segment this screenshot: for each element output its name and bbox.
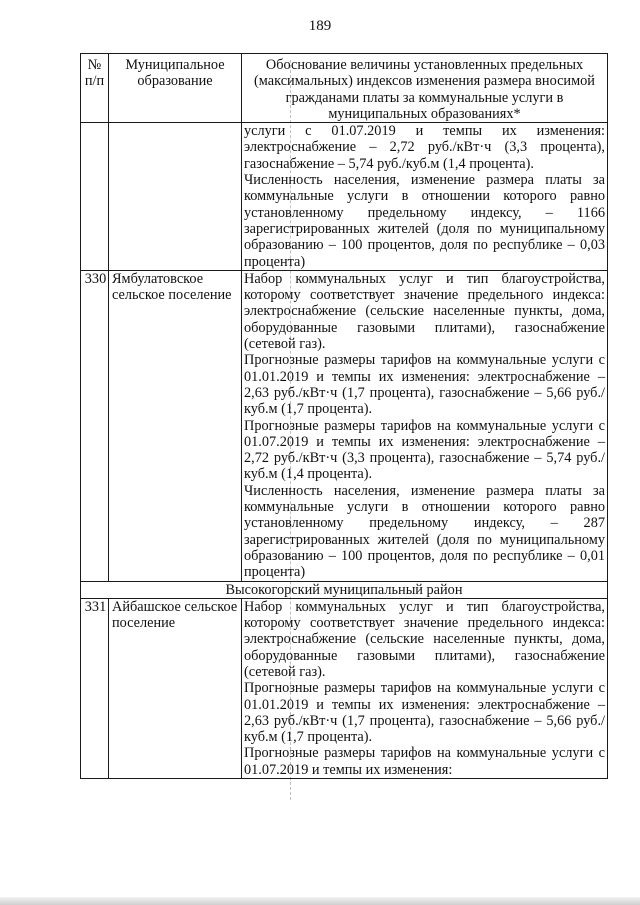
row-justification [242,123,608,271]
table-header-row [81,54,608,123]
justification-paragraph: Численность населения, изменение размера платы за коммунальные услуги в отношении которого равно установленному предельному индексу, – 1166 зарегистрированных жителей (доля по муниципальному образованию – 100 процентов, доля по республике – 0,03 процента) [244,172,605,270]
table-row [81,123,608,271]
header-municipality: Муниципальное образование [109,54,242,123]
row-municipality [109,123,242,271]
header-num: № п/п [81,54,109,123]
justification-paragraph: Набор коммунальных услуг и тип благоустройства, которому соответствует значение предельного индекса: электроснабжение (сельские населенные пункты, дома, оборудованные газовыми плитами), газоснабжение (сетевой газ). [244,270,605,353]
tariff-justification-table [80,53,608,779]
justification-paragraph: Прогнозные размеры тарифов на коммунальные услуги с 01.07.2019 и темпы их изменения: [244,745,605,778]
row-municipality: Айбашское сельское поселение [109,598,242,778]
row-num [81,123,109,271]
header-justification: Обоснование величины установленных предельных (максимальных) индексов изменения размера вносимой гражданами платы за коммунальные услуги в муниципальных образованиях* [242,54,608,123]
district-heading: Высокогорский муниципальный район [81,581,608,598]
justification-paragraph: Прогнозные размеры тарифов на коммунальные услуги с 01.01.2019 и темпы их изменения: электроснабжение – 2,63 руб./кВт·ч (1,7 процента), газоснабжение – 5,66 руб./куб.м (1,7 процента). [244,680,605,746]
row-justification [242,270,608,581]
justification-paragraph: Прогнозные размеры тарифов на коммунальные услуги с 01.01.2019 и темпы их изменения: электроснабжение – 2,63 руб./кВт·ч (1,7 процента), газоснабжение – 5,66 руб./куб.м (1,7 процента). [244,352,605,418]
table-row [81,270,608,581]
scan-fold-line [290,60,292,800]
row-num: 331 [81,598,109,778]
row-num: 330 [81,270,109,581]
scan-bottom-edge [0,897,640,905]
row-municipality: Ямбулатовское сельское поселение [109,270,242,581]
justification-paragraph: Набор коммунальных услуг и тип благоустройства, которому соответствует значение предельного индекса: электроснабжение (сельские населенные пункты, дома, оборудованные газовыми плитами), газоснабжение (сетевой газ). [244,598,605,680]
page-number: 189 [308,18,332,34]
district-row [81,581,608,598]
justification-paragraph: Прогнозные размеры тарифов на коммунальные услуги с 01.07.2019 и темпы их изменения: электроснабжение – 2,72 руб./кВт·ч (3,3 процента), газоснабжение – 5,74 руб./куб.м (1,4 процента). [244,417,605,483]
row-justification [242,598,608,778]
justification-paragraph: услуги с 01.07.2019 и темпы их изменения: электроснабжение – 2,72 руб./кВт·ч (3,3 процента), газоснабжение – 5,74 руб./куб.м (1,4 процента). [244,123,605,172]
justification-paragraph: Численность населения, изменение размера платы за коммунальные услуги в отношении которого равно установленному предельному индексу, – 287 зарегистрированных жителей (доля по муниципальному образованию – 100 процентов, доля по республике – 0,01 процента) [244,482,605,581]
table-row [81,598,608,778]
